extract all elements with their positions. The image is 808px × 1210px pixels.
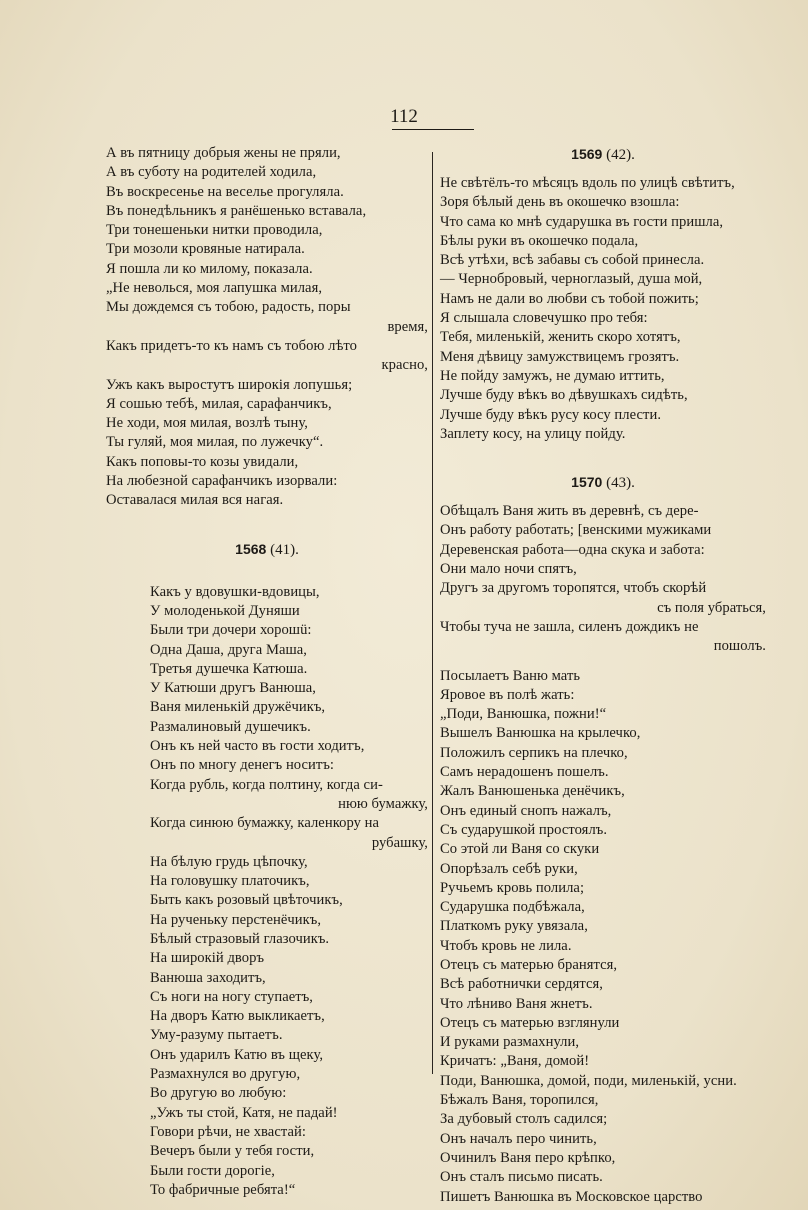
line-text: Мы дождемся съ тобою, радость, поры — [106, 299, 351, 316]
text-line: Какъ поповы-то козы увидали, — [106, 453, 299, 470]
text-line: Третья душечка Катюша. — [150, 660, 308, 677]
text-line: Въ воскресенье на веселье прогуляла. — [106, 183, 344, 200]
text-line: Какъ у вдовушки-вдовицы, — [150, 583, 320, 600]
text-line: Положилъ серпикъ на плечко, — [440, 744, 628, 761]
text-line: Онъ по многу денегъ носитъ: — [150, 757, 335, 774]
text-line: Онъ сталъ письмо писать. — [440, 1169, 603, 1186]
text-line: Тебя, миленькій, женить скоро хотятъ, — [440, 329, 681, 346]
text-line: Оставалася милая вся нагая. — [106, 492, 284, 509]
text-line-wrap: красно, — [381, 357, 428, 374]
text-line: Быть какъ розовый цвѣточикъ, — [150, 892, 343, 909]
text-line: Три мозоли кровяные натирала. — [106, 241, 305, 258]
text-line: „Не неволься, моя лапушка милая, — [106, 280, 323, 297]
text-line: Въ понедѣльникъ я ранёшенько вставала, — [106, 202, 367, 219]
song-index: (43). — [602, 475, 635, 492]
text-line: Онъ работу работать; [венскими мужиками — [440, 522, 712, 539]
text-line: Когда синюю бумажку, каленкору на — [150, 815, 380, 832]
text-line: Посылаетъ Ваню мать — [440, 667, 581, 684]
text-line: — Чернобровый, черноглазый, душа мой, — [440, 271, 703, 288]
text-line: Я сошью тебѣ, милая, сарафанчикъ, — [106, 395, 332, 412]
poem-continuation-start — [106, 144, 428, 298]
text-line: Самъ нерадошенъ пошелъ. — [440, 764, 609, 781]
text-line: Меня дѣвицу замужствицемъ грозятъ. — [440, 348, 680, 365]
text-line: Очинилъ Ваня перо крѣпко, — [440, 1149, 616, 1166]
song-number: 1570 — [571, 474, 603, 491]
text-line: Пишетъ Ванюшка въ Московское царство — [440, 1188, 703, 1205]
text-line: Отецъ съ матерью бранятся, — [440, 956, 618, 973]
text-line: Онъ единый снопъ нажалъ, — [440, 802, 612, 819]
text-line: Зоря бѣлый день въ окошечко взошла: — [440, 194, 680, 211]
column-divider — [432, 152, 433, 1074]
song-heading-1568 — [106, 539, 428, 559]
text-line-wrap: нюю бумажку, — [338, 795, 428, 812]
text-line: Какъ придетъ-то къ намъ съ тобою лѣто — [106, 337, 358, 354]
text-line: Я пошла ли ко милому, показала. — [106, 260, 313, 277]
text-line: Не свѣтёлъ-то мѣсяцъ вдоль по улицѣ свѣтитъ, — [440, 175, 735, 191]
text-line: Чтобъ кровь не лила. — [440, 937, 572, 954]
text-line: На широкій дворъ — [150, 950, 265, 967]
text-line: То фабричные ребята!“ — [150, 1181, 296, 1198]
text-line: Они мало ночи спятъ, — [440, 561, 577, 578]
text-line: Размалиновый душечикъ. — [150, 718, 311, 735]
song-1569 — [440, 174, 766, 444]
left-column — [106, 144, 428, 1200]
text-line: Три тонешеньки нитки проводила, — [106, 222, 323, 239]
text-line: Другъ за другомъ торопятся, чтобъ скорѣй — [440, 580, 707, 597]
text-line: Деревенская работа—одна скука и забота: — [440, 541, 705, 558]
text-line: И руками размахнули, — [440, 1034, 580, 1051]
text-line: Сударушка подбѣжала, — [440, 899, 585, 916]
text-line: Намъ не дали во любви съ тобой пожить; — [440, 290, 699, 307]
text-line: Что сама ко мнѣ сударушка въ гости пришла, — [440, 213, 724, 230]
text-line: За дубовый столъ садился; — [440, 1111, 608, 1128]
text-line: Чтобы туча не зашла, силенъ дождикъ не — [440, 618, 699, 635]
text-line: „Поди, Ванюшка, пожни!“ — [440, 706, 607, 723]
text-line: Онъ началъ перо чинить, — [440, 1130, 597, 1147]
text-line: Уму-разуму пытаетъ. — [150, 1027, 283, 1044]
text-line: Размахнулся во другую, — [150, 1066, 301, 1083]
song-index: (41). — [266, 541, 299, 558]
text-line: Ваня миленькій дружёчикъ, — [150, 699, 326, 716]
text-line: Были гости дорогіе, — [150, 1162, 275, 1179]
text-line: Вышелъ Ванюшка на крылечко, — [440, 725, 641, 742]
text-line: Были три дочери хорошü: — [150, 622, 312, 639]
text-line: На бѣлую грудь цѣпочку, — [150, 853, 308, 870]
song-heading-1570 — [440, 472, 766, 492]
song-1568-part-b — [106, 853, 428, 1200]
text-line: А въ пятницу добрыя жены не пряли, — [106, 145, 341, 161]
text-line: Всѣ утѣхи, всѣ забавы съ собой принесла. — [440, 252, 705, 269]
text-line-wrap: время, — [387, 318, 428, 335]
text-line: Онъ ударилъ Катю въ щеку, — [150, 1046, 324, 1063]
text-line: Яровое въ полѣ жать: — [440, 686, 575, 703]
text-line: Всѣ работнички сердятся, — [440, 976, 603, 993]
song-1570 — [440, 667, 766, 1207]
text-line: Отецъ съ матерью взглянули — [440, 1014, 620, 1031]
text-line: На рученьку перстенёчикъ, — [150, 911, 322, 928]
song-number: 1568 — [235, 540, 267, 557]
text-line: Жалъ Ванюшенька денёчикъ, — [440, 783, 625, 800]
text-line: Бѣлы руки въ окошечко подала, — [440, 232, 639, 249]
text-line: Лучше буду вѣкъ во дѣвушкахъ сидѣть, — [440, 387, 688, 404]
text-line: Что лѣниво Ваня жнетъ. — [440, 995, 593, 1012]
text-line: Платкомъ руку увязала, — [440, 918, 588, 935]
poem-continuation-end — [106, 376, 428, 511]
text-line-wrap: съ поля убраться, — [657, 599, 766, 616]
text-line: Со этой ли Ваня со скуки — [440, 841, 600, 858]
text-line: Когда рубль, когда полтину, когда си- — [150, 776, 383, 793]
text-line: Вечеръ были у тебя гости, — [150, 1143, 315, 1160]
song-number: 1569 — [571, 146, 603, 162]
song-heading-1569 — [440, 144, 766, 164]
text-line: Бѣлый стразовый глазочикъ. — [150, 930, 330, 947]
song-index: (42). — [602, 147, 635, 163]
text-line: Ужъ какъ выростутъ широкія лопушья; — [106, 376, 353, 393]
text-line: Ванюша заходитъ, — [150, 969, 266, 986]
text-line: „Ужъ ты стой, Катя, не падай! — [150, 1104, 338, 1121]
right-column — [440, 144, 766, 1207]
text-line: Ручьемъ кровь полила; — [440, 879, 585, 896]
text-line: Онъ къ ней часто въ гости ходитъ, — [150, 738, 365, 755]
text-line: Одна Даша, друга Маша, — [150, 641, 308, 658]
text-line: На любезной сарафанчикъ изорвали: — [106, 473, 338, 490]
text-line: Съ ноги на ногу ступаетъ, — [150, 988, 313, 1005]
text-line: Съ сударушкой простоялъ. — [440, 821, 608, 838]
text-line: На дворъ Катю выкликаетъ, — [150, 1008, 325, 1025]
text-line: Обѣщалъ Ваня жить въ деревнѣ, съ дере- — [440, 503, 699, 520]
text-line: Поди, Ванюшка, домой, поди, миленькій, усни. — [440, 1072, 737, 1089]
text-line: Во другую во любую: — [150, 1085, 287, 1102]
text-line-wrap: рубашку, — [371, 834, 428, 851]
text-line: Не пойду замужъ, не думаю иттить, — [440, 367, 665, 384]
text-line — [106, 298, 428, 317]
text-line-wrap: пошолъ. — [713, 638, 766, 655]
song-1568-part-a — [106, 583, 428, 776]
text-line: Бѣжалъ Ваня, торопился, — [440, 1092, 599, 1109]
text-line: Кричатъ: „Ваня, домой! — [440, 1053, 590, 1070]
text-line: Опорѣзалъ себѣ руки, — [440, 860, 578, 877]
text-line: Я слышала словечушко про тебя: — [440, 310, 648, 327]
page-number: 112 — [390, 106, 418, 127]
text-line: У Катюши другъ Ванюша, — [150, 680, 316, 697]
text-line: А въ суботу на родителей ходила, — [106, 164, 317, 181]
text-line: На головушку платочикъ, — [150, 873, 310, 890]
page-number-rule — [392, 129, 474, 130]
text-line: Ты гуляй, моя милая, по лужечку“. — [106, 434, 324, 451]
text-line: Заплету косу, на улицу пойду. — [440, 425, 626, 442]
text-line: У молоденькой Дуняши — [150, 602, 300, 619]
text-line: Лучше буду вѣкъ русу косу плести. — [440, 406, 662, 423]
text-line: Не ходи, моя милая, возлѣ тыну, — [106, 415, 308, 432]
text-line: Говори рѣчи, не хвастай: — [150, 1123, 306, 1140]
